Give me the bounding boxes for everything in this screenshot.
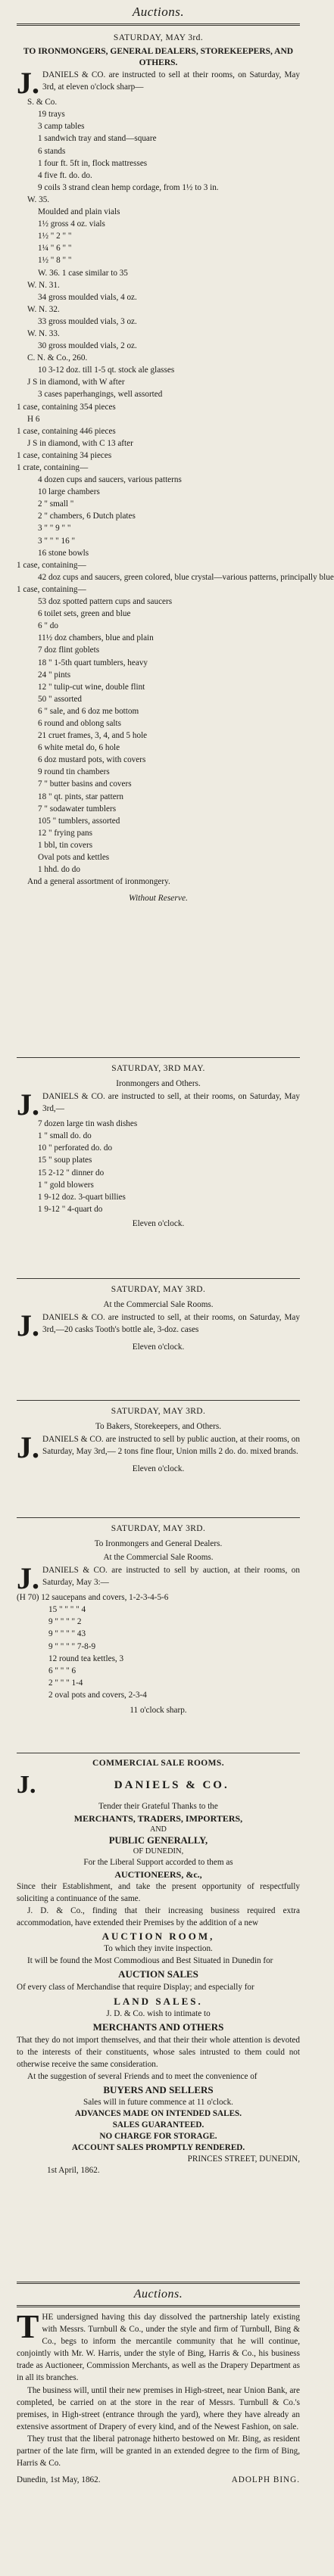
list-item: 18 " 1-5th quart tumblers, heavy — [38, 658, 148, 667]
list-item: 1 case, containing 354 pieces — [17, 402, 116, 412]
list-item: 1½ " 8 " " — [38, 256, 72, 266]
body-text: Sales will in future commence at 11 o'clock. — [83, 2097, 233, 2107]
ad-intro-text: DANIELS & CO. are instructed to sell, at their rooms, on Saturday, May 3rd,— — [42, 1092, 300, 1114]
list-item: 1 four ft. 5ft in, flock mattresses — [38, 158, 148, 168]
list-item: 2 " small " — [38, 499, 74, 509]
list-item: (H 70) 12 saucepans and covers, 1-2-3-4-5-6 — [17, 1593, 169, 1603]
list-item: 15 " soup plates — [38, 1156, 92, 1165]
page-header: Auctions. — [132, 5, 185, 19]
ad-footer: Eleven o'clock. — [132, 1218, 185, 1228]
body-text: That they do not import themselves, and that their their whole attention is devoted to the interests of their constituents, whose sales intrusted to them could not otherwise receive the same consideration. — [17, 2035, 300, 2069]
list-item: 1 case, containing 34 pieces — [17, 450, 112, 460]
list-item: 6 toilet sets, green and blue — [38, 609, 131, 619]
dunedin-line: OF DUNEDIN, — [133, 1847, 184, 1856]
list-item: 1 case, containing— — [17, 584, 86, 594]
list-item: 1½ gross 4 oz. vials — [38, 219, 105, 229]
signature-line — [17, 2474, 300, 2486]
date-line: 1st April, 1862. — [47, 2165, 100, 2175]
list-item: 10 3-12 doz. till 1-5 qt. stock ale glasses — [38, 366, 175, 375]
list-item: 1 9-12 doz. 3-quart billies — [38, 1192, 126, 1202]
list-item: 1 case, containing 446 pieces — [17, 426, 116, 436]
ad-intro-text: DANIELS & CO. are instructed to sell by auction, at their rooms, on Saturday, May 3:— — [42, 1566, 300, 1588]
list-item: W. N. 31. — [27, 280, 60, 290]
merchants-heading: MERCHANTS AND OTHERS — [92, 2021, 224, 2033]
list-item: 10 " perforated do. do — [38, 1143, 113, 1153]
list-item: 50 " assorted — [38, 694, 83, 704]
list-item: 1 bbl, tin covers — [38, 840, 93, 850]
list-item: 18 " qt. pints, star pattern — [38, 792, 124, 801]
divider — [17, 1278, 300, 1279]
list-item: S. & Co. — [27, 98, 58, 107]
body-text: Of every class of Merchandise that require Display; and especially for — [17, 1983, 254, 1993]
support-line: For the Liberal Support accorded to them as — [83, 1858, 233, 1867]
list-item: 1 hhd. do do — [38, 865, 80, 875]
list-item: 2 " chambers, 6 Dutch plates — [38, 512, 136, 521]
drop-initial: J. — [17, 1087, 39, 1122]
divider — [17, 1400, 300, 1401]
terms-line: SALES GUARANTEED. — [112, 2120, 204, 2130]
ad-intro — [17, 66, 300, 100]
list-item: 3 " " " 16 " — [38, 536, 76, 546]
list-item: 6 doz mustard pots, with covers — [38, 755, 146, 765]
drop-initial: J. — [17, 1561, 39, 1595]
ad-saucepans — [17, 1520, 300, 1750]
list-item: 3 cases paperhangings, well assorted — [38, 390, 163, 400]
ad-heading: COMMERCIAL SALE ROOMS. — [92, 1759, 224, 1768]
list-item: 7 " butter basins and covers — [38, 779, 132, 789]
list-item: 9 " " " " 43 — [48, 1629, 86, 1639]
ad-intro — [17, 1308, 300, 1342]
list-item: 21 cruet frames, 3, 4, and 5 hole — [38, 731, 148, 741]
signature: ADOLPH BING. — [231, 2475, 300, 2485]
list-item: 6 " " " 6 — [48, 1666, 76, 1675]
terms-line: ADVANCES MADE ON INTENDED SALES. — [74, 2108, 242, 2118]
ad-intro-text: DANIELS & CO. are instructed to sell, at their rooms, on Saturday, May 3rd,—20 casks Tooth's bottle ale, 3-doz. cases — [42, 1313, 300, 1335]
firm-name: DANIELS & CO. — [114, 1778, 229, 1791]
ad-subtitle-2: At the Commercial Sale Rooms. — [103, 1553, 214, 1562]
ad-partnership-dissolved — [17, 2288, 300, 2564]
drop-initial: J. — [17, 1771, 36, 1799]
list-item: 6 white metal do, 6 hole — [38, 743, 120, 753]
list-item: 6 round and oblong salts — [38, 718, 122, 728]
list-item: 2 " " " 1-4 — [48, 1678, 83, 1688]
list-item: Oval pots and kettles — [38, 853, 110, 862]
list-item: 10 large chambers — [38, 487, 100, 497]
ad-intro — [17, 1561, 300, 1595]
body-text: At the suggestion of several Friends and to meet the convenience of — [27, 2071, 258, 2081]
list-item: 1 crate, containing— — [17, 463, 89, 472]
ad-ironmongers-dishes — [17, 1060, 300, 1276]
drop-initial: J. — [17, 66, 39, 100]
thanks-line: Tender their Grateful Thanks to the — [98, 1802, 218, 1811]
list-item: 7 doz flint goblets — [38, 646, 100, 655]
list-item: 2 oval pots and covers, 2-3-4 — [48, 1690, 147, 1700]
ad-flour — [17, 1403, 300, 1515]
list-item: 9 " " " " 2 — [48, 1617, 82, 1627]
list-item: 4 five ft. do. do. — [38, 170, 92, 180]
list-item: 12 " tulip-cut wine, double flint — [38, 682, 145, 692]
body-text: J. D. & Co. wish to intimate to — [106, 2008, 211, 2018]
merchants-line: MERCHANTS, TRADERS, IMPORTERS, — [73, 1813, 243, 1824]
ad-date: SATURDAY, MAY 3rd. — [113, 33, 204, 42]
list-item: J S in diamond, with C 13 after — [27, 438, 133, 448]
list-item: 1 " gold blowers — [38, 1180, 94, 1190]
ad-intro-text: DANIELS & CO. are instructed to sell by public auction, at their rooms, on Saturday, May 3rd,— 2 tons fine flour, Union mills 2 do. do. mixed brands. — [42, 1435, 300, 1457]
list-item: And a general assortment of ironmongery. — [27, 877, 170, 887]
ad-subtitle: Ironmongers and Others. — [116, 1079, 201, 1088]
auction-sales-heading: AUCTION SALES — [118, 1968, 198, 1980]
address-line: PRINCES STREET, DUNEDIN, — [187, 2154, 300, 2164]
ad-commercial-sale-rooms — [17, 1756, 300, 2278]
list-item: 1 sandwich tray and stand—square — [38, 134, 157, 144]
body-text: Since their Establishment, and take the present opportunity of respectfully soliciting a continuance of the same. — [17, 1882, 300, 1904]
body-text: They trust that the liberal patronage hitherto bestowed on Mr. Bing, as resident partner of the late firm, will be granted in an extended degree to the firm of Bing, Harris & Co. — [17, 2434, 300, 2469]
item-list — [17, 1591, 300, 1701]
divider — [17, 1517, 300, 1518]
list-item: 33 gross moulded vials, 3 oz. — [38, 316, 137, 326]
list-item: 9 " " " " 7-8-9 — [48, 1641, 96, 1651]
body-text — [17, 2308, 300, 2385]
drop-initial: J. — [17, 1308, 39, 1342]
body-text: To which they invite inspection. — [104, 1944, 213, 1954]
section-heading: Auctions. — [133, 2288, 183, 2301]
list-item: 34 gross moulded vials, 4 oz. — [38, 292, 137, 302]
ad-footer: Eleven o'clock. — [132, 1464, 185, 1474]
list-item: 16 stone bowls — [38, 548, 89, 558]
item-list — [17, 96, 334, 888]
list-item: 6 stands — [38, 146, 66, 156]
list-item: W. 35. — [27, 194, 50, 204]
and-line: AND — [150, 1825, 167, 1834]
list-item: W. N. 32. — [27, 304, 60, 314]
body-text: It will be found the Most Commodious and Best Situated in Dunedin for — [27, 1956, 273, 1966]
list-item: J S in diamond, with W after — [27, 378, 125, 387]
divider — [17, 2305, 300, 2307]
body-text-main: HE undersigned having this day dissolved the partnership lately existing with Messrs. Turnbull & Co., under the style and firm of Turnbull, Bing & Co., begs to inform the mercantile community that he will continue, conjointly with Mr. W. Harris, under the style of Bing, Harris & Co., his business trade as Auctioneer, Commission Merchants, as well as the Drapery Department as in all its branches. — [17, 2313, 300, 2383]
land-sales-heading: LAND SALES. — [114, 1995, 203, 2007]
list-item: 7 dozen large tin wash dishes — [38, 1119, 138, 1129]
ad-date: SATURDAY, MAY 3RD. — [111, 1524, 206, 1533]
list-item: 11½ doz chambers, blue and plain — [38, 633, 154, 643]
list-item: W. N. 33. — [27, 328, 60, 338]
list-item: 1 9-12 " 4-quart do — [38, 1204, 103, 1214]
place-date: Dunedin, 1st May, 1862. — [17, 2475, 101, 2485]
list-item: 1½ " 2 " " — [38, 232, 72, 241]
list-item: C. N. & Co., 260. — [27, 353, 88, 363]
auction-room-heading: AUCTION ROOM, — [101, 1930, 215, 1943]
list-item: 3 " " 9 " " — [38, 524, 71, 534]
list-item: Moulded and plain vials — [38, 207, 120, 217]
list-item: 6 " sale, and 6 doz me bottom — [38, 706, 139, 716]
list-item: 15 " " " " 4 — [48, 1605, 86, 1615]
ad-date: SATURDAY, MAY 3RD. — [111, 1407, 206, 1416]
ad-date: SATURDAY, 3RD MAY. — [111, 1064, 205, 1073]
firm-line — [17, 1772, 300, 1798]
list-item: H 6 — [27, 414, 40, 424]
ad-subtitle: At the Commercial Sale Rooms. — [103, 1300, 214, 1309]
list-item: 12 " frying pans — [38, 828, 92, 838]
list-item: 105 " tumblers, assorted — [38, 816, 120, 826]
list-item: 19 trays — [38, 110, 65, 120]
list-item: 9 coils 3 strand clean hemp cordage, from 1½ to 3 in. — [38, 182, 219, 192]
drop-initial: T — [17, 2308, 39, 2345]
ad-date: SATURDAY, MAY 3RD. — [111, 1285, 206, 1294]
body-text: J. D. & Co., finding that their increasing business required extra accommodation, have extended their Premises by the addition of a new — [17, 1906, 300, 1928]
list-item: 53 doz spotted pattern cups and saucers — [38, 597, 173, 607]
drop-initial: J. — [17, 1430, 39, 1464]
list-item: 15 2-12 " dinner do — [38, 1168, 105, 1178]
ad-intro — [17, 1087, 300, 1122]
buyers-sellers-heading: BUYERS AND SELLERS — [103, 2083, 214, 2095]
auctioneers-line: AUCTIONEERS, &c., — [114, 1869, 202, 1880]
item-list — [17, 1118, 300, 1215]
ad-footer: 11 o'clock sharp. — [130, 1706, 187, 1716]
terms-line: ACCOUNT SALES PROMPTLY RENDERED. — [71, 2142, 245, 2152]
ad-intro-text: DANIELS & CO. are instructed to sell at their rooms, on Saturday, May 3rd, at eleven o'clock sharp— — [42, 70, 300, 92]
list-item: W. 36. 1 case similar to 35 — [38, 268, 128, 278]
list-item: 24 " pints — [38, 670, 71, 680]
list-item: 30 gross moulded vials, 2 oz. — [38, 341, 137, 351]
list-item: 6 " do — [38, 621, 58, 631]
list-item: 1¼ " 6 " " — [38, 244, 72, 254]
ad-subtitle: To Ironmongers and General Dealers. — [94, 1539, 223, 1548]
list-item: 12 round tea kettles, 3 — [48, 1654, 124, 1663]
public-line: PUBLIC GENERALLY, — [108, 1835, 208, 1846]
divider — [17, 23, 300, 26]
list-item: 1 case, containing— — [17, 560, 86, 570]
body-text: The business will, until their new premises in High-street, near Union Bank, are completed, be carried on at the store in the rear of Messrs. Turnbull & Co.'s premises, in High-street (entrance through the yard), where they have already an extensive assortment of Drapery of every kind, and of the Newest Fashion, on sale. — [17, 2385, 300, 2431]
list-item: 7 " sodawater tumblers — [38, 804, 117, 814]
ad-title: TO IRONMONGERS, GENERAL DEALERS, STOREKEEPERS, AND OTHERS. — [23, 47, 294, 67]
divider — [17, 2282, 300, 2284]
ad-bottle-ale — [17, 1281, 300, 1398]
list-item: 9 round tin chambers — [38, 767, 110, 777]
list-item: 1 " small do. do — [38, 1131, 92, 1141]
list-item: 4 dozen cups and saucers, various patterns — [38, 475, 182, 485]
ad-intro — [17, 1430, 300, 1464]
ad-subtitle: To Bakers, Storekeepers, and Others. — [95, 1422, 222, 1431]
ad-footer: Eleven o'clock. — [132, 1342, 185, 1352]
ad-footer: Without Reserve. — [129, 894, 188, 904]
list-item: 3 camp tables — [38, 122, 85, 132]
ad-ironmongers-general — [17, 30, 334, 1055]
terms-line: NO CHARGE FOR STORAGE. — [99, 2131, 217, 2141]
divider — [17, 1057, 300, 1058]
list-item: 42 doz cups and saucers, green colored, blue crystal—various patterns, principally blue — [38, 572, 334, 582]
